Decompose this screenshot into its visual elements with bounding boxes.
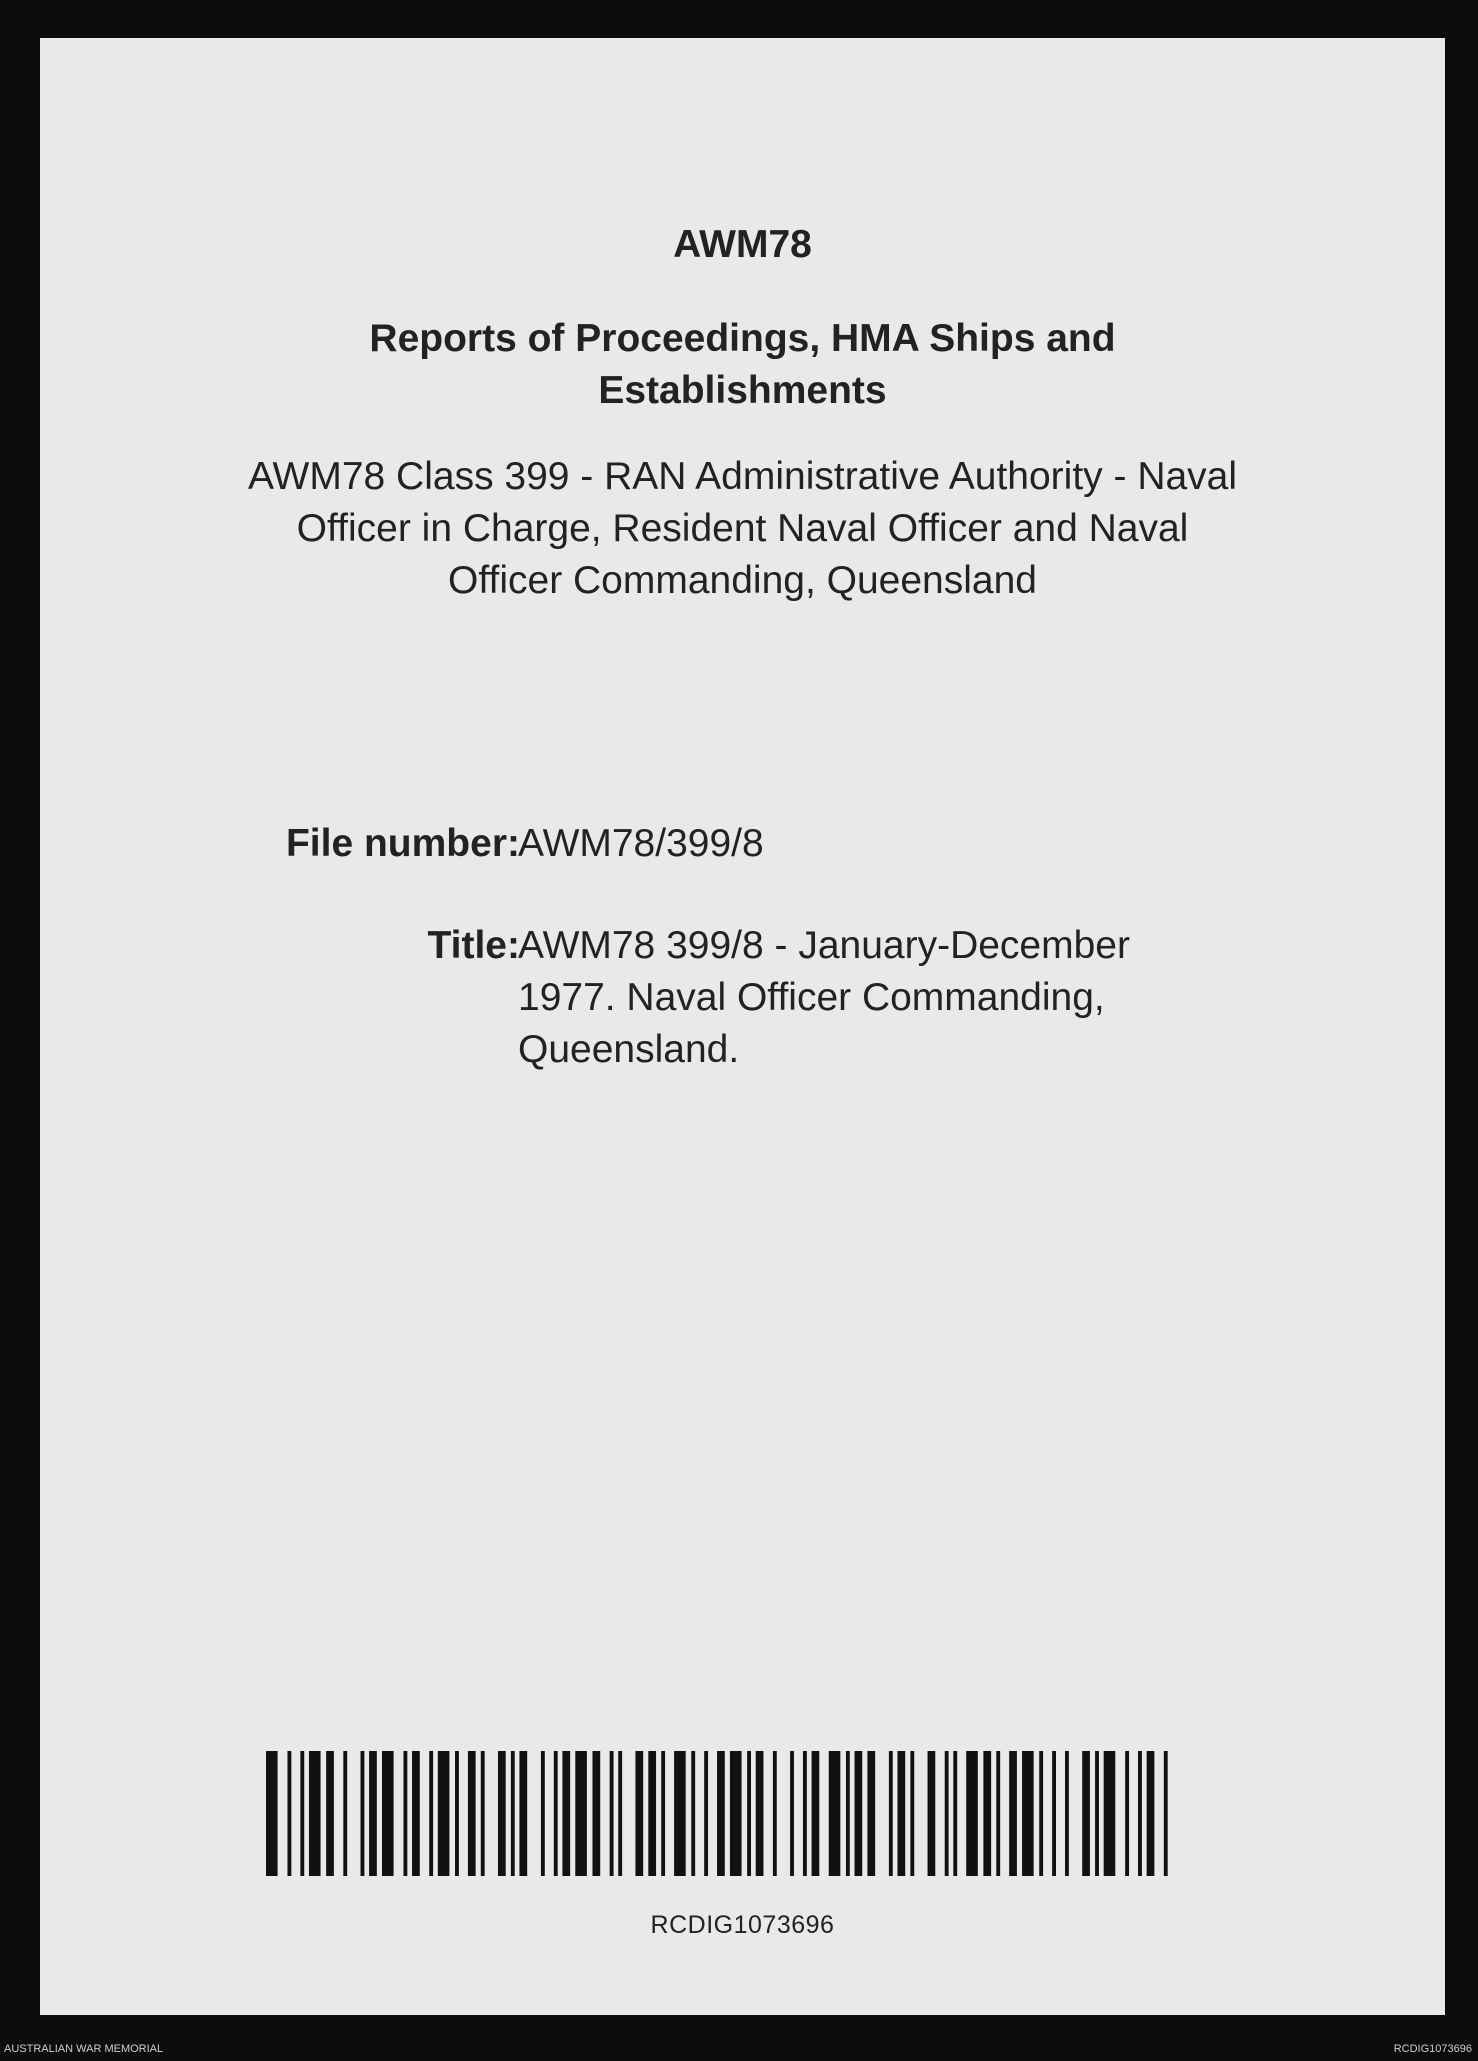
barcode-bar	[519, 1751, 527, 1876]
title-label: Title:	[427, 924, 520, 967]
barcode-bar	[1138, 1751, 1142, 1876]
barcode-bar	[1052, 1751, 1056, 1876]
barcode-bar	[481, 1751, 485, 1876]
barcode-bar	[910, 1751, 914, 1876]
file-number-value: AWM78/399/8	[518, 822, 764, 865]
barcode-bar	[966, 1751, 978, 1876]
barcode-bar	[266, 1751, 278, 1876]
barcode-bar	[790, 1751, 794, 1876]
barcode-bar	[412, 1751, 420, 1876]
barcode-bar	[1095, 1751, 1099, 1876]
barcode-bar	[1104, 1751, 1116, 1876]
barcode-bar	[326, 1751, 334, 1876]
barcode-bar	[618, 1751, 622, 1876]
barcode-bar	[562, 1751, 570, 1876]
barcode-bar	[429, 1751, 433, 1876]
barcode-bar	[846, 1751, 850, 1876]
barcode-bar	[554, 1751, 558, 1876]
barcode-bar	[803, 1751, 807, 1876]
barcode-bar	[953, 1751, 957, 1876]
footer-institution: AUSTRALIAN WAR MEMORIAL	[4, 2043, 164, 2055]
title-line: Queensland.	[518, 1028, 740, 1071]
title-line: AWM78 399/8 - January-December	[518, 924, 1130, 967]
barcode-bar	[1125, 1751, 1129, 1876]
series-title	[40, 313, 1445, 417]
barcode-bar	[1039, 1751, 1043, 1876]
barcode-bar	[468, 1751, 476, 1876]
barcode-bar	[773, 1751, 777, 1876]
barcode-bar	[343, 1751, 347, 1876]
barcode-bar	[945, 1751, 949, 1876]
title-line: 1977. Naval Officer Commanding,	[518, 976, 1105, 1019]
barcode-bar	[369, 1751, 377, 1876]
barcode-bar	[498, 1751, 506, 1876]
footer-identifier: RCDIG1073696	[1393, 2043, 1472, 2055]
barcode-bar	[511, 1751, 515, 1876]
barcode-bar	[812, 1751, 820, 1876]
series-title-line: Reports of Proceedings, HMA Ships and	[369, 317, 1116, 360]
title-value	[518, 920, 1130, 1076]
series-title-line: Establishments	[598, 369, 887, 412]
barcode-bar	[287, 1751, 291, 1876]
collection-heading: AWM78	[673, 223, 812, 266]
class-description-line: Officer Commanding, Queensland	[448, 559, 1037, 602]
class-description	[40, 451, 1445, 607]
barcode-bar	[704, 1751, 708, 1876]
barcode-bar	[610, 1751, 614, 1876]
barcode-bar	[717, 1751, 725, 1876]
barcode-bar	[403, 1751, 407, 1876]
barcode-bar	[592, 1751, 600, 1876]
barcode-bar	[1065, 1751, 1069, 1876]
barcode-bar	[648, 1751, 656, 1876]
barcode-bar	[829, 1751, 841, 1876]
barcode-bar	[541, 1751, 545, 1876]
barcode-bar	[867, 1751, 875, 1876]
barcode-number: RCDIG1073696	[650, 1911, 835, 1939]
barcode-bar	[889, 1751, 893, 1876]
barcode-bar	[897, 1751, 905, 1876]
barcode-bar	[1022, 1751, 1034, 1876]
class-description-line: Officer in Charge, Resident Naval Officer and Naval	[296, 507, 1189, 550]
barcode-bar	[691, 1751, 695, 1876]
barcode-bar	[855, 1751, 863, 1876]
barcode-bar	[996, 1751, 1000, 1876]
barcode-image	[266, 1751, 1181, 1876]
barcode-bar	[438, 1751, 450, 1876]
barcode-bar	[661, 1751, 665, 1876]
cover-sheet	[40, 38, 1445, 2015]
file-number-label: File number:	[285, 822, 520, 865]
barcode-bar	[575, 1751, 587, 1876]
barcode-bar	[756, 1751, 764, 1876]
barcode-bar	[300, 1751, 304, 1876]
barcode-bar	[747, 1751, 751, 1876]
barcode-bar	[1164, 1751, 1168, 1876]
barcode-bar	[674, 1751, 686, 1876]
barcode-bar	[983, 1751, 991, 1876]
barcode-bar	[361, 1751, 365, 1876]
barcode-bar	[309, 1751, 321, 1876]
barcode-bar	[1082, 1751, 1090, 1876]
barcode-bar	[1147, 1751, 1155, 1876]
barcode-bar	[455, 1751, 459, 1876]
barcode-bar	[730, 1751, 742, 1876]
barcode-bar	[635, 1751, 643, 1876]
class-description-line: AWM78 Class 399 - RAN Administrative Authority - Naval	[247, 455, 1238, 498]
barcode-bar	[1009, 1751, 1017, 1876]
barcode-bar	[382, 1751, 394, 1876]
barcode-bar	[928, 1751, 936, 1876]
